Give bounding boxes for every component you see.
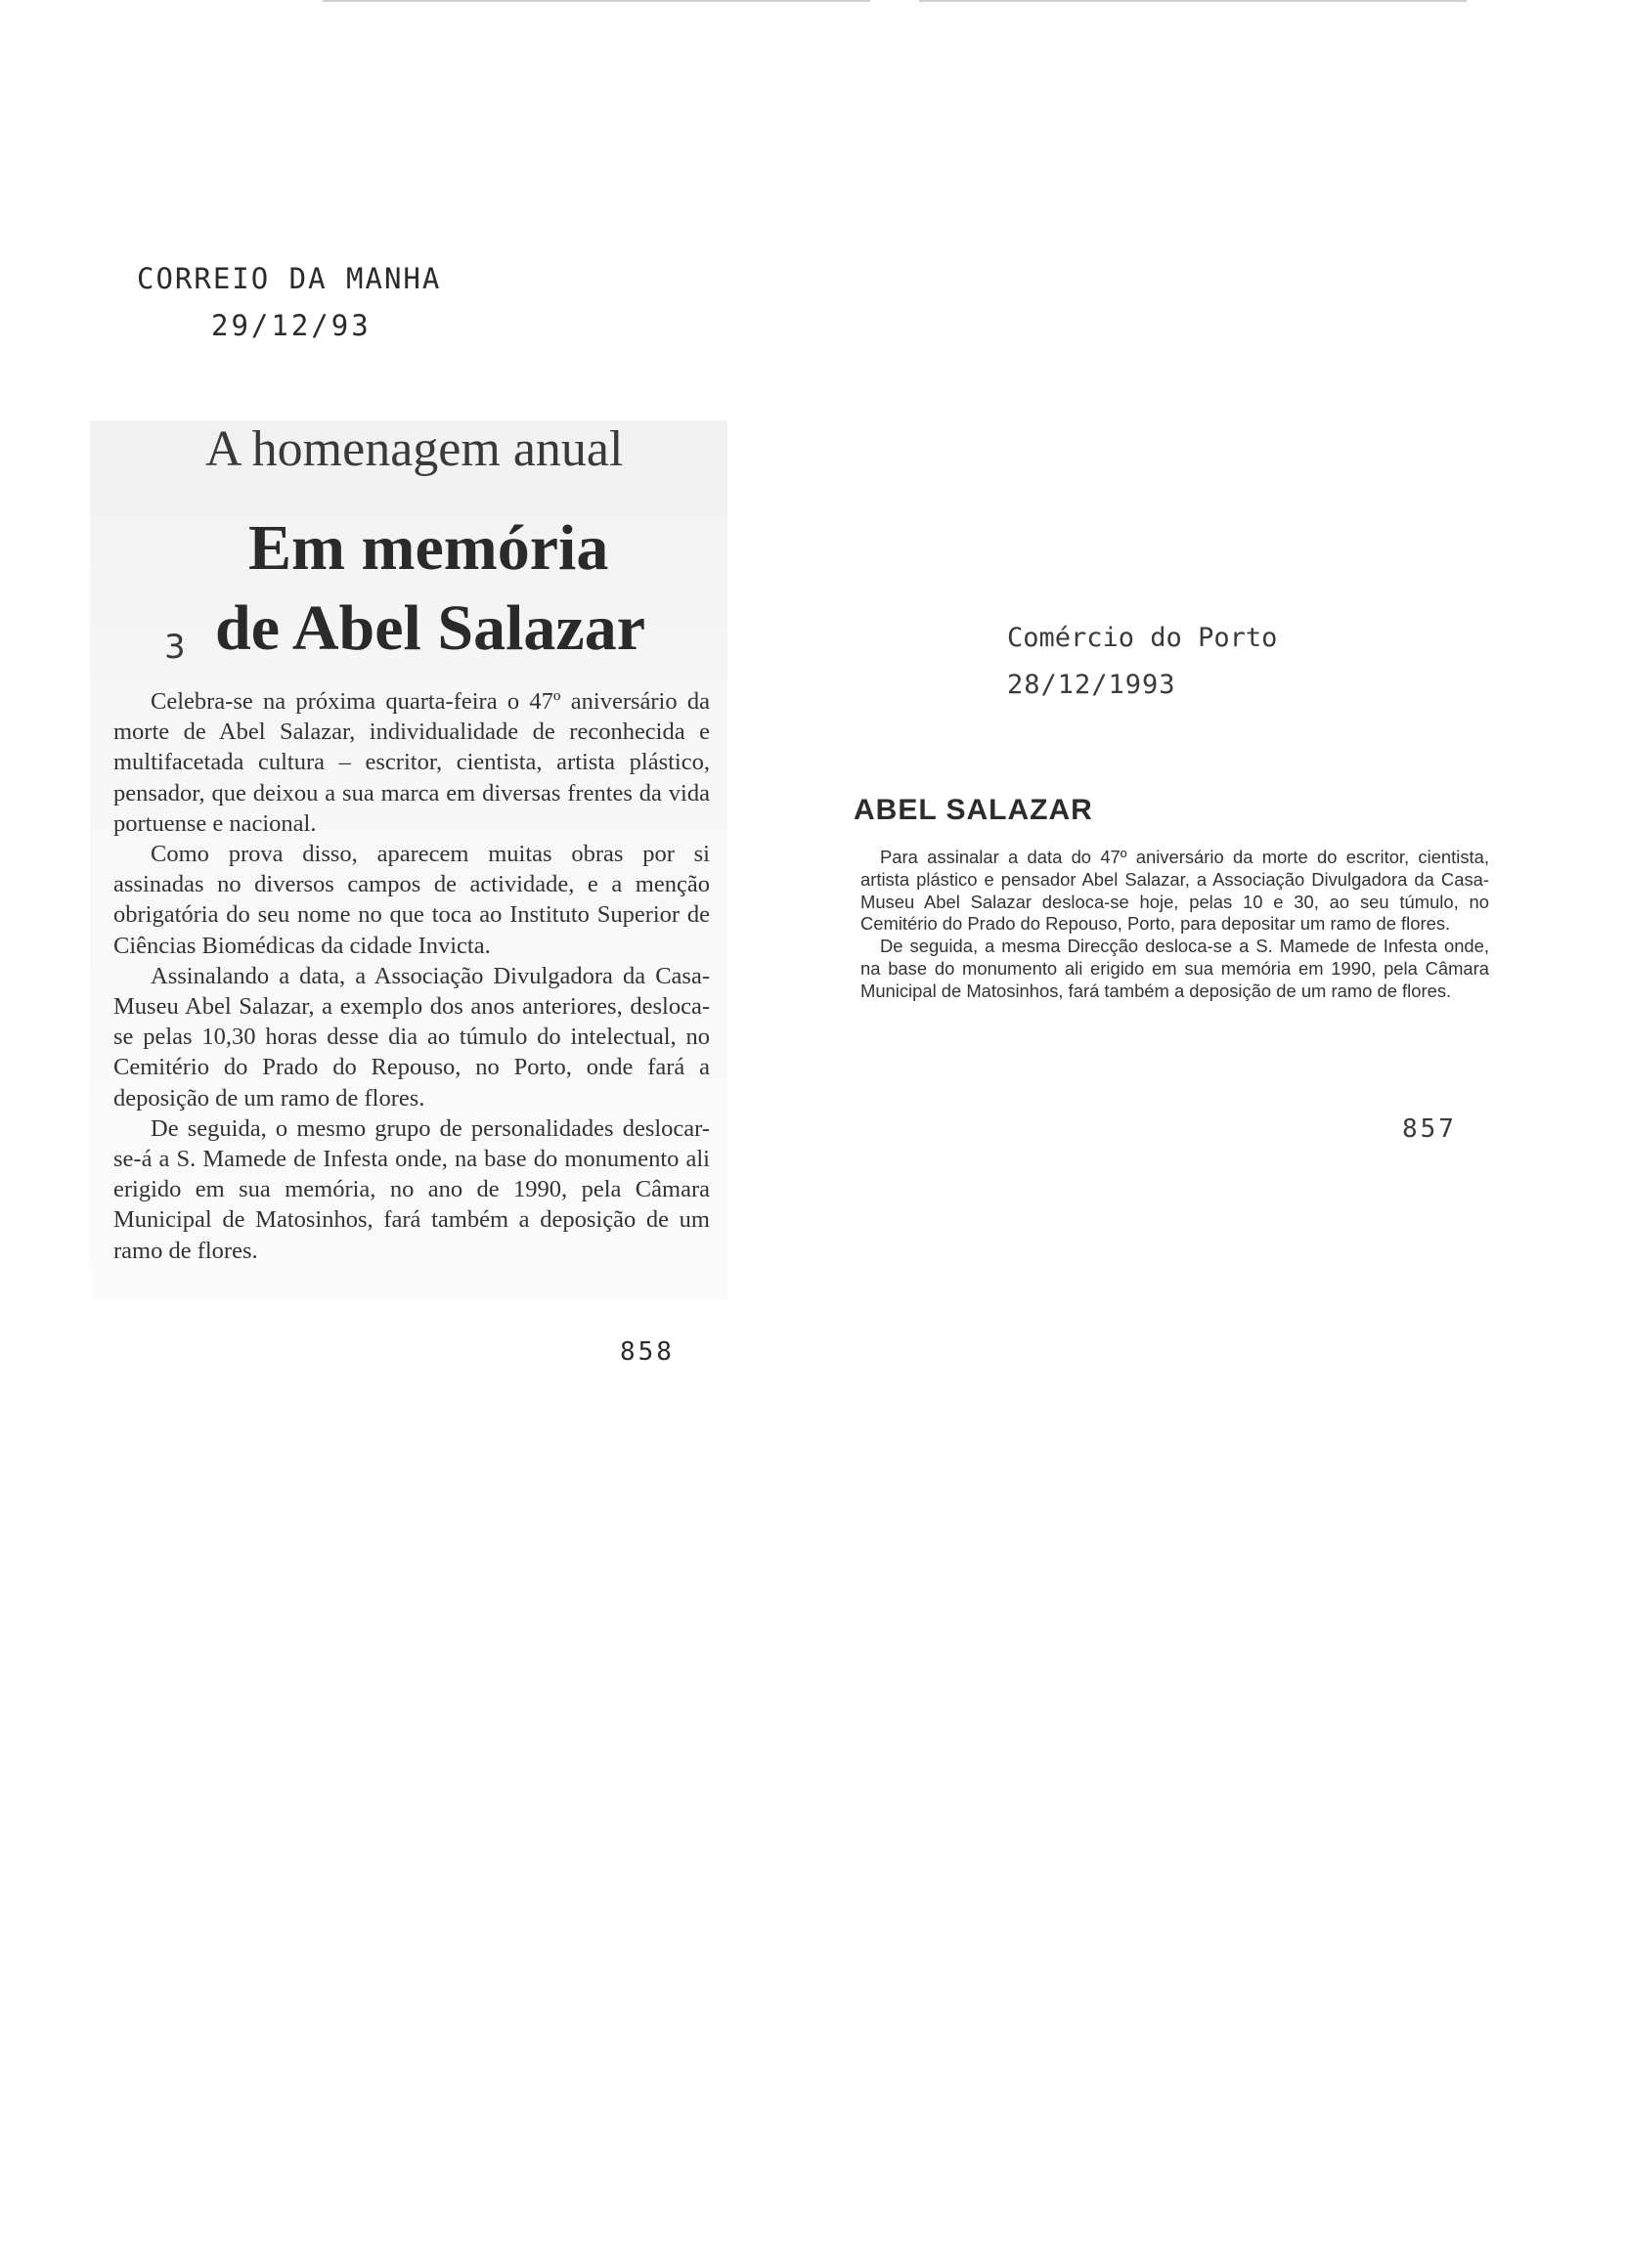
- right-source-date: 28/12/1993: [1007, 670, 1176, 700]
- left-paragraph: Como prova disso, aparecem muitas obras por si assinadas no diversos campos de actividade, e a menção obrigatória do seu nome no que toca ao Instituto Superior de Ciências Biomédicas da cidade Invicta.: [113, 841, 710, 959]
- left-source-name: CORREIO DA MANHA: [137, 262, 442, 295]
- left-headline-line2: de Abel Salazar: [215, 592, 645, 664]
- right-headline: ABEL SALAZAR: [854, 794, 1093, 826]
- right-paragraph: De seguida, a mesma Direcção desloca-se a S. Mamede de Infesta onde, na base do monumento ali erigido em sua memória em 1990, pela Câmara Municipal de Matosinhos, fará também a deposição de um ramo de flores.: [860, 936, 1489, 1001]
- left-headline: [215, 508, 724, 669]
- left-kicker: A homenagem anual: [205, 421, 624, 477]
- left-source-date: 29/12/93: [211, 309, 372, 342]
- left-headline-line1: Em memória: [248, 512, 609, 584]
- right-source-name: Comércio do Porto: [1007, 623, 1278, 653]
- left-article-body: [113, 686, 710, 1266]
- left-page-number: 858: [620, 1337, 675, 1367]
- scan-edge-line-left: [323, 0, 870, 2]
- left-paragraph: Celebra-se na próxima quarta-feira o 47º aniversário da morte de Abel Salazar, individualidade de reconhecida e multifacetada cultura – escritor, cientista, artista plástico, pensador, que deixou a sua marca em diversas frentes da vida portuense e nacional.: [113, 688, 710, 837]
- right-paragraph: Para assinalar a data do 47º aniversário da morte do escritor, cientista, artista plástico e pensador Abel Salazar, a Associação Divulgadora da Casa-Museu Abel Salazar desloca-se hoje, pelas 10 e 30, ao seu túmulo, no Cemitério do Prado do Repouso, Porto, para depositar um ramo de flores.: [860, 847, 1489, 935]
- right-page-number: 857: [1402, 1114, 1457, 1144]
- scan-edge-line-right: [919, 0, 1467, 2]
- right-article-body: [860, 847, 1489, 1003]
- left-paragraph: Assinalando a data, a Associação Divulgadora da Casa-Museu Abel Salazar, a exemplo dos anos anteriores, desloca-se pelas 10,30 horas desse dia ao túmulo do intelectual, no Cemitério do Prado do Repouso, no Porto, onde fará a deposição de um ramo de flores.: [113, 962, 710, 1112]
- handwritten-mark: 3: [164, 628, 186, 667]
- left-paragraph: De seguida, o mesmo grupo de personalidades deslocar-se-á a S. Mamede de Infesta onde, na base do monumento ali erigido em sua memória, no ano de 1990, pela Câmara Municipal de Matosinhos, fará também a deposição de um ramo de flores.: [113, 1114, 710, 1264]
